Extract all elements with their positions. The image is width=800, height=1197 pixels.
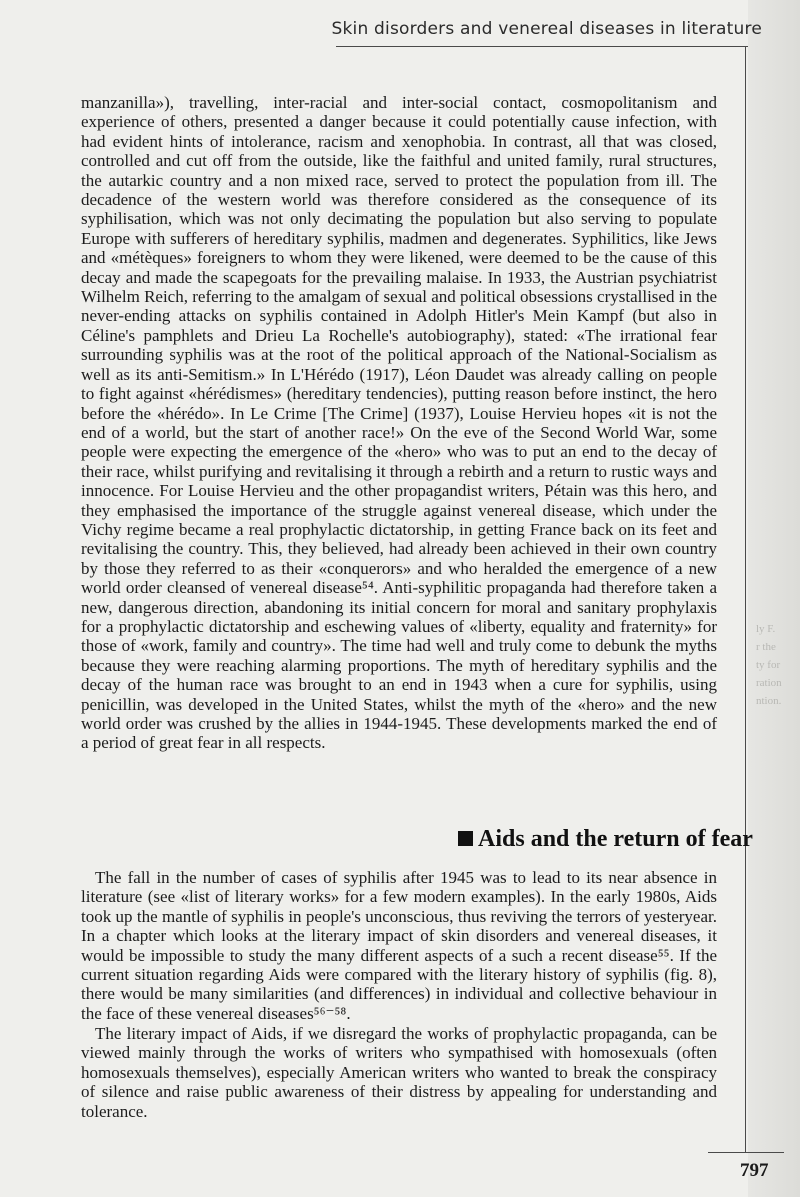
bleed-line: ty for: [756, 659, 781, 671]
bleed-line: ration: [756, 677, 782, 689]
body-paragraph-1: manzanilla»), travelling, inter-racial and inter-social contact, cosmopolitanism and experience of others, presented a danger because it could potentially cause infection, with had evident hints of intolerance, racism and xenophobia. In contrast, all that was closed, controlled and cut off from the outside, like the faithful and united family, rural structures, the autarkic country and a non mixed race, served to protect the population from ill. The decadence of the western world was therefore considered as the consequence of its syphilisation, which was not only decimating the population but also serving to populate Europe with sufferers of hereditary syphilis, madmen and degenerates. Syphilitics, like Jews and «métèques» foreigners to whom they were likened, were deemed to be the cause of this decay and made the scapegoats for the prevailing malaise. In 1933, the Austrian psychiatrist Wilhelm Reich, referring to the amalgam of sexual and political obsessions crystallised in the never-ending attacks on syphilis contained in Adolph Hitler's Mein Kampf (but also in Céline's pamphlets and Drieu La Rochelle's autobiography), stated: «The irrational fear surrounding syphilis was at the root of the political approach of the National-Socialism as well as its anti-Semitism.» In L'Hérédo (1917), Léon Daudet was already calling on people to fight against «hérédismes» (hereditary tendencies), putting reason before instinct, the hero before the «hérédo». In Le Crime [The Crime] (1937), Louise Hervieu hopes «it is not the end of a world, but the start of another race!» On the eve of the Second World War, some people were expecting the emergence of the «hero» who was to put an end to the decay of their race, whilst purifying and revitalising it through a rebirth and a return to rustic ways and innocence. For Louise Hervieu and the other propagandist writers, Pétain was this hero, and they emphasised the importance of the struggle against venereal disease, which under the Vichy regime became a real prophylactic dictatorship, in getting France back on its feet and revitalising the country. This, they believed, had already been achieved in their own country by those they referred to as their «conquerors» and who heralded the emergence of a new world order cleansed of venereal disease⁵⁴. Anti-syphilitic propaganda had therefore taken a new, dangerous direction, abandoning its initial concern for moral and sanitary prophylaxis for a prophylactic dictatorship and eschewing values of «liberty, equality and fraternity» for those of «work, family and country». The time had well and truly come to debunk the myths because they were reaching alarming proportions. The myth of hereditary syphilis and the decay of the human race was brought to an end in 1943 when a cure for syphilis, using penicillin, was developed in the United States, whilst the myth of the «hero» and the new world order was crushed by the allies in 1944-1945. These developments marked the end of a period of great fear in all respects.: [81, 93, 717, 753]
body-paragraph-2: The fall in the number of cases of syphilis after 1945 was to lead to its near absence in literature (see «list of literary works» for a few modern examples). In the early 1980s, Aids took up the mantle of syphilis in people's unconscious, thus reviving the terrors of yesteryear. In a chapter which looks at the literary impact of skin disorders and venereal diseases, it would be impossible to study the many different aspects of a such a recent disease⁵⁵. If the current situation regarding Aids were compared with the literary history of syphilis (fig. 8), there would be many similarities (and differences) in individual and collective behaviour in the face of these venereal diseases⁵⁶⁻⁵⁸.: [81, 868, 717, 1023]
adjacent-page-edge: [748, 0, 800, 1197]
bleed-line: r the: [756, 641, 776, 653]
square-bullet-icon: [458, 831, 473, 846]
bleed-line: ntion.: [756, 695, 782, 707]
running-header-title: Skin disorders and venereal diseases in literature: [331, 19, 762, 39]
header-rule: [336, 46, 748, 47]
body-paragraph-3: The literary impact of Aids, if we disregard the works of prophylactic propaganda, can be viewed mainly through the works of writers who sympathised with homosexuals (often homosexuals themselves), especially American writers who wanted to break the conspiracy of silence and raise public awareness of their distress by appealing for understanding and tolerance.: [81, 1024, 717, 1121]
margin-rule: [745, 46, 746, 1152]
page-number: 797: [740, 1160, 769, 1181]
bleed-line: ly F.: [756, 623, 776, 635]
section-heading-text: Aids and the return of fear: [478, 826, 753, 852]
adjacent-page-text: [756, 620, 800, 710]
footer-rule: [708, 1152, 784, 1153]
section-heading: [458, 826, 753, 853]
